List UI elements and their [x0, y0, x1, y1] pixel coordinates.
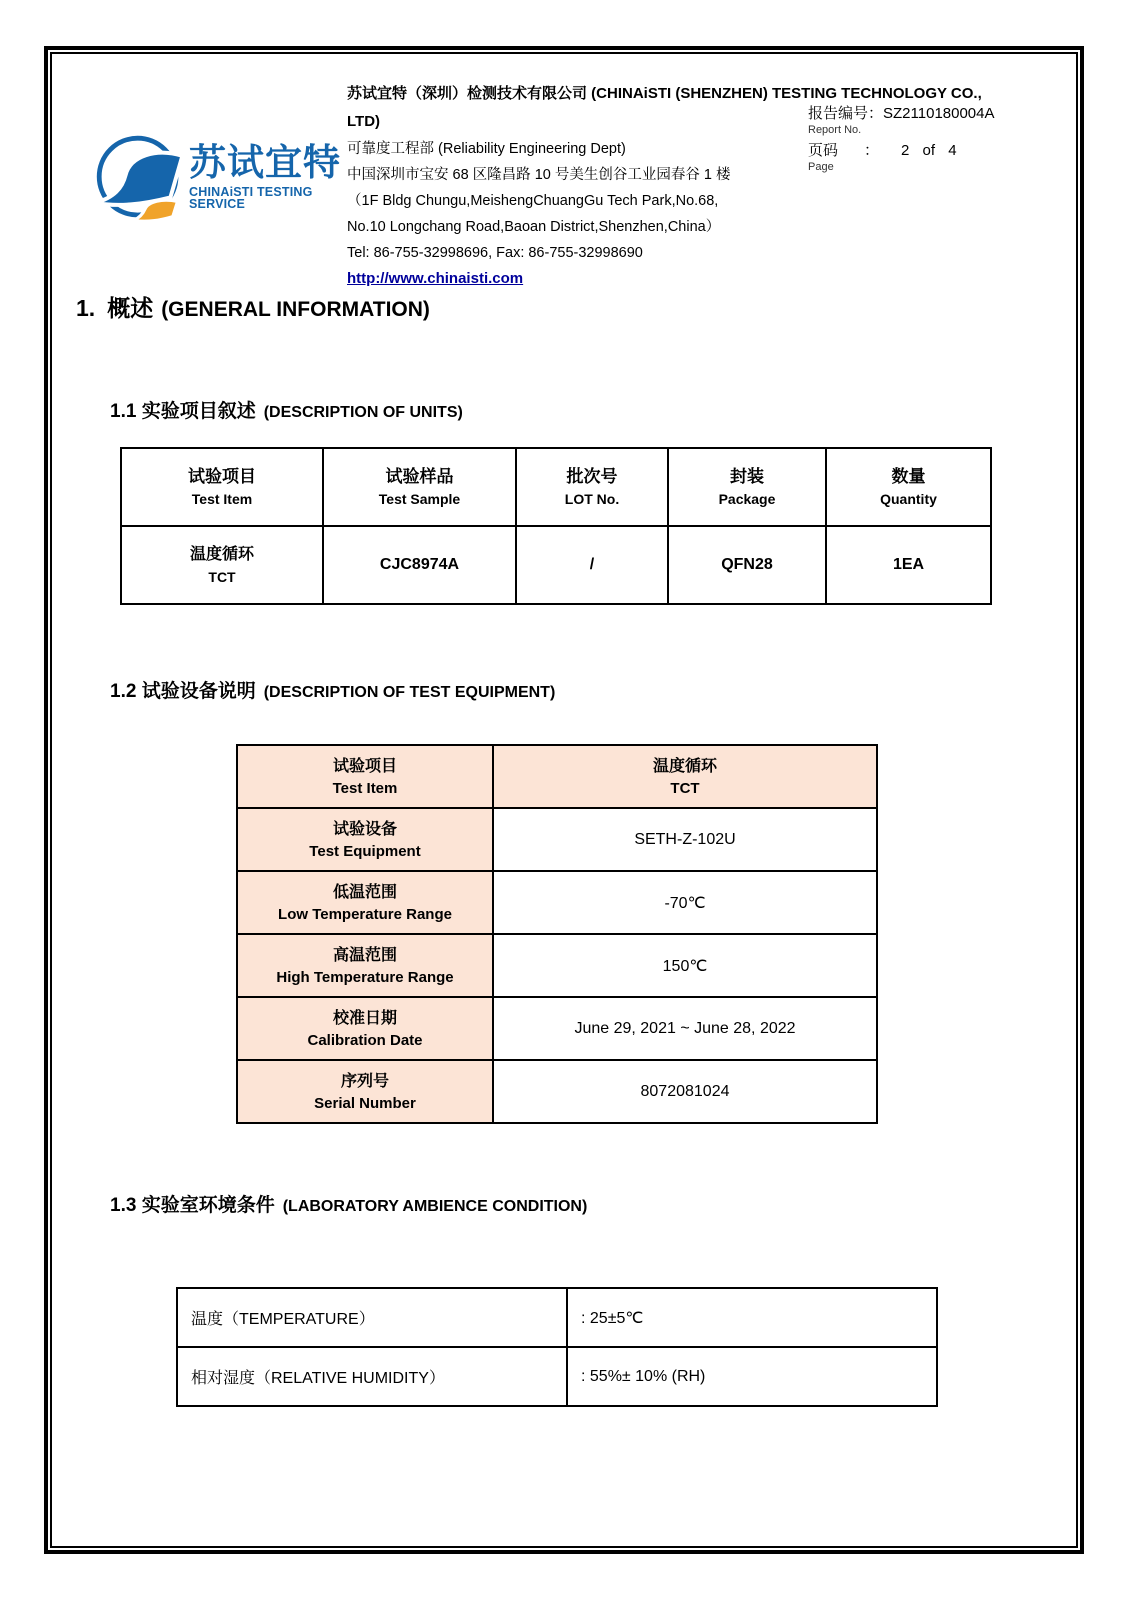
section-1-heading — [76, 290, 430, 323]
equipment-value-low-temp: -70℃ — [493, 871, 877, 934]
company-name: 苏试宜特（深圳）检测技术有限公司 (CHINAiSTI (SHENZHEN) TESTING TECHNOLOGY CO., LTD) — [347, 85, 982, 130]
units-cell-quantity: 1EA — [826, 526, 991, 604]
equipment-row-test-item — [237, 745, 877, 808]
section-1-3-title-cn: 1.3 实验室环境条件 — [110, 1195, 275, 1216]
section-1-2-heading — [110, 676, 555, 703]
units-cell-package: QFN28 — [668, 526, 826, 604]
units-header-package: 封装 Package — [668, 448, 826, 526]
company-address-en-1: （1F Bldg Chungu,MeishengChuangGu Tech Park,No.68, — [347, 193, 719, 209]
ambience-row-humidity — [177, 1347, 937, 1406]
company-url-line — [347, 266, 1002, 292]
equipment-value-calibration-date: June 29, 2021 ~ June 28, 2022 — [493, 997, 877, 1060]
report-no-row — [808, 102, 1058, 123]
equipment-value-test-item: 温度循环 TCT — [493, 745, 877, 808]
ambience-table — [176, 1287, 938, 1407]
equipment-value-serial-number: 8072081024 — [493, 1060, 877, 1123]
units-header-lot-no: 批次号 LOT No. — [516, 448, 668, 526]
section-1-3-heading — [110, 1190, 587, 1217]
equipment-label-high-temp: 高温范围 High Temperature Range — [237, 934, 493, 997]
logo-swoosh-icon — [92, 127, 184, 228]
ambience-row-temperature — [177, 1288, 937, 1347]
equipment-row-high-temp — [237, 934, 877, 997]
ambience-label-humidity: 相对湿度（RELATIVE HUMIDITY） — [177, 1347, 567, 1406]
equipment-row-test-equipment — [237, 808, 877, 871]
page-label-cn: 页码 — [808, 142, 839, 159]
company-address-cn: 中国深圳市宝安 68 区隆昌路 10 号美生创谷工业园春谷 1 楼 — [347, 167, 731, 183]
units-cell-test-sample: CJC8974A — [323, 526, 516, 604]
equipment-row-calibration-date — [237, 997, 877, 1060]
company-website-link[interactable]: http://www.chinaisti.com — [347, 270, 524, 287]
units-header-test-item: 试验项目 Test Item — [121, 448, 323, 526]
ambience-value-temperature: : 25±5℃ — [567, 1288, 937, 1347]
company-address-en-2: No.10 Longchang Road,Baoan District,Shenzhen,China） — [347, 219, 721, 235]
report-no-value: SZ2110180004A — [883, 105, 995, 122]
logo-cn-text: 苏试宜特 — [189, 141, 341, 183]
section-1-1-title-cn: 1.1 实验项目叙述 — [110, 401, 256, 422]
equipment-label-low-temp: 低温范围 Low Temperature Range — [237, 871, 493, 934]
section-1-2-title-en: (DESCRIPTION OF TEST EQUIPMENT) — [263, 684, 556, 701]
ambience-value-humidity: : 55%± 10% (RH) — [567, 1347, 937, 1406]
logo-wordmark — [189, 141, 342, 211]
units-cell-lot-no: / — [516, 526, 668, 604]
equipment-row-low-temp — [237, 871, 877, 934]
units-table-header-row — [121, 448, 991, 526]
page-number-value: 2 of 4 — [901, 142, 957, 159]
equipment-label-test-item: 试验项目 Test Item — [237, 745, 493, 808]
equipment-value-high-temp: 150℃ — [493, 934, 877, 997]
page-colon: ： — [864, 142, 880, 159]
section-1-3-title-en: (LABORATORY AMBIENCE CONDITION) — [282, 1198, 588, 1215]
equipment-table — [236, 744, 878, 1124]
company-tel-fax: Tel: 86-755-32998696, Fax: 86-755-32998690 — [347, 245, 643, 261]
equipment-row-serial-number — [237, 1060, 877, 1123]
company-logo — [92, 128, 342, 226]
section-1-2-title-cn: 1.2 试验设备说明 — [110, 681, 256, 702]
company-dept: 可靠度工程部 (Reliability Engineering Dept) — [347, 141, 626, 157]
equipment-label-serial-number: 序列号 Serial Number — [237, 1060, 493, 1123]
units-table — [120, 447, 992, 605]
units-header-quantity: 数量 Quantity — [826, 448, 991, 526]
report-no-label-cn: 报告编号： — [808, 105, 884, 122]
logo-en-text: CHINAiSTI TESTING SERVICE — [189, 184, 313, 211]
equipment-value-test-equipment: SETH-Z-102U — [493, 808, 877, 871]
units-table-data-row — [121, 526, 991, 604]
units-header-test-sample: 试验样品 Test Sample — [323, 448, 516, 526]
section-1-number: 1. — [76, 295, 96, 321]
page-label-en: Page — [808, 161, 834, 173]
section-1-title-cn: 概述 — [107, 295, 154, 321]
section-1-title-en: (GENERAL INFORMATION) — [161, 298, 430, 321]
units-cell-test-item: 温度循环 TCT — [121, 526, 323, 604]
report-info — [808, 102, 1058, 176]
section-1-1-title-en: (DESCRIPTION OF UNITS) — [263, 404, 463, 421]
section-1-1-heading — [110, 396, 463, 423]
page-number-row — [808, 139, 1058, 160]
ambience-label-temperature: 温度（TEMPERATURE） — [177, 1288, 567, 1347]
equipment-label-calibration-date: 校准日期 Calibration Date — [237, 997, 493, 1060]
equipment-label-test-equipment: 试验设备 Test Equipment — [237, 808, 493, 871]
report-no-label-en: Report No. — [808, 124, 862, 136]
